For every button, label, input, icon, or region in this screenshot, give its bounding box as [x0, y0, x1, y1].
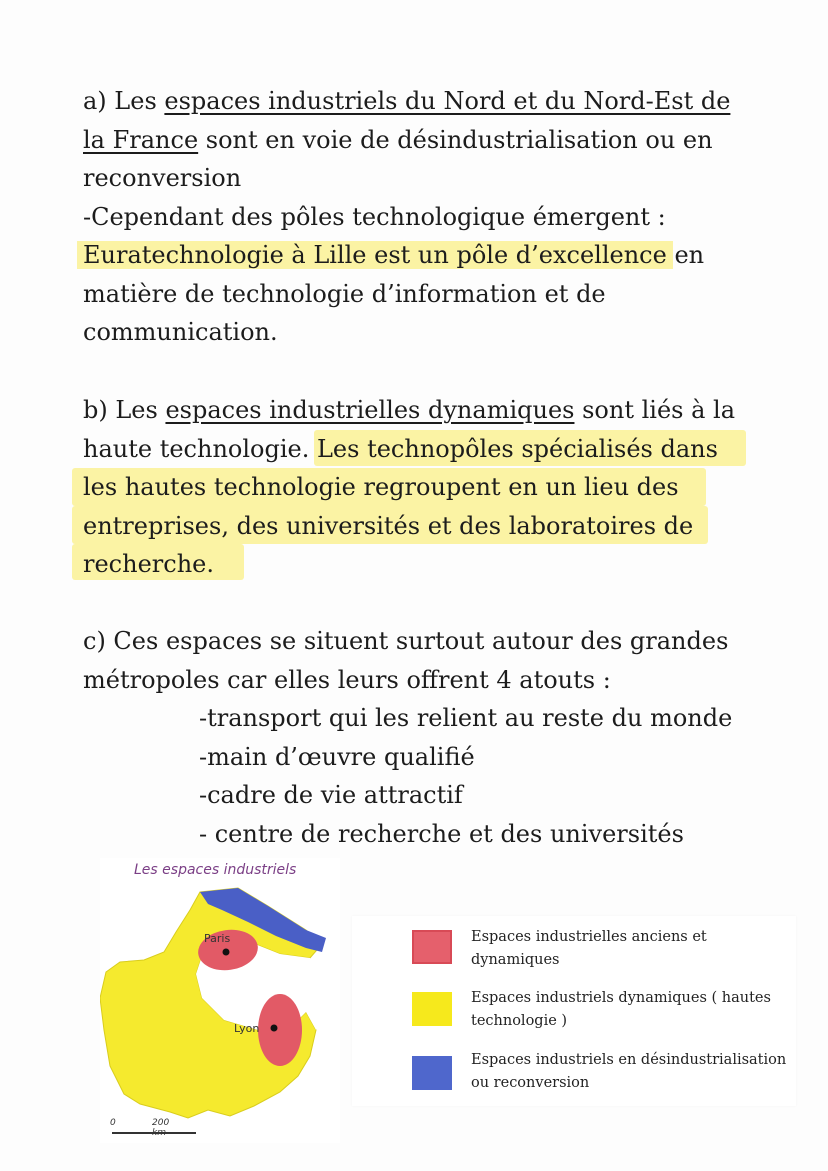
paragraph-c-line-1: c) Ces espaces se situent surtout autour des grandes	[83, 627, 729, 655]
underlined-text: espaces industriels du Nord et du Nord-Est de	[164, 87, 731, 115]
map-title: Les espaces industriels	[134, 862, 297, 878]
highlighted-text: Les technopôles spécialisés dans	[316, 434, 718, 463]
paragraph-c	[83, 622, 763, 853]
legend-swatch-yellow	[412, 992, 452, 1026]
paragraph-b-line-4: entreprises, des universités et des laboratoires de	[83, 511, 694, 540]
underlined-text: la France	[83, 125, 199, 154]
text: a) Les	[83, 87, 165, 115]
legend-swatch-red	[412, 930, 452, 964]
paragraph-b	[83, 391, 763, 584]
text: haute technologie.	[83, 434, 317, 463]
paragraph-a-line-1	[83, 82, 763, 121]
text: en	[666, 241, 705, 269]
paris-marker	[223, 949, 230, 956]
paragraph-a-line-5	[83, 236, 763, 275]
text: sont en voie de désindustrialisation ou en	[198, 125, 713, 154]
paragraph-a-line-6: matière de technologie d’information et de	[83, 279, 606, 308]
paragraph-b-line-5: recherche.	[83, 550, 214, 578]
lyon-marker	[271, 1025, 278, 1032]
scale-zero-label: 0	[110, 1118, 116, 1128]
paragraph-a-line-7: communication.	[83, 318, 278, 346]
list-item: - centre de recherche et des universités	[199, 819, 684, 848]
paris-label: Paris	[204, 932, 231, 945]
text: sont liés à la	[574, 396, 736, 424]
text: b) Les	[83, 396, 166, 424]
legend-swatch-blue	[412, 1056, 452, 1090]
scale-bar	[112, 1132, 196, 1134]
highlighted-text: Euratechnologie à Lille est un pôle d’excellence	[83, 241, 667, 269]
map-legend	[352, 916, 796, 1106]
list-item: -main d’œuvre qualifié	[199, 742, 475, 771]
legend-label: Espaces industrielles anciens et dynamiques	[471, 929, 707, 968]
paragraph-a-line-4: -Cependant des pôles technologique émergent :	[83, 202, 666, 231]
paragraph-a	[83, 82, 763, 352]
red-region-lyon	[258, 994, 302, 1066]
france-map	[100, 880, 340, 1135]
legend-label: Espaces industriels en désindustrialisation ou reconversion	[471, 1052, 787, 1091]
paragraph-c-line-2: métropoles car elles leurs offrent 4 atouts :	[83, 665, 611, 694]
paragraph-a-line-3: reconversion	[83, 164, 242, 192]
paragraph-b-line-3: les hautes technologie regroupent en un lieu des	[83, 473, 679, 501]
list-item: -transport qui les relient au reste du monde	[199, 704, 733, 732]
scale-distance-label: 200	[152, 1118, 170, 1128]
lyon-label: Lyon	[234, 1022, 260, 1035]
legend-label: Espaces industriels dynamiques ( hautes technologie )	[471, 990, 771, 1029]
paragraph-b-line-1	[83, 391, 763, 430]
list-item: -cadre de vie attractif	[199, 781, 463, 809]
paragraph-a-line-2	[83, 121, 763, 160]
underlined-text: espaces industrielles dynamiques	[165, 396, 575, 424]
paragraph-b-line-2	[83, 430, 763, 469]
